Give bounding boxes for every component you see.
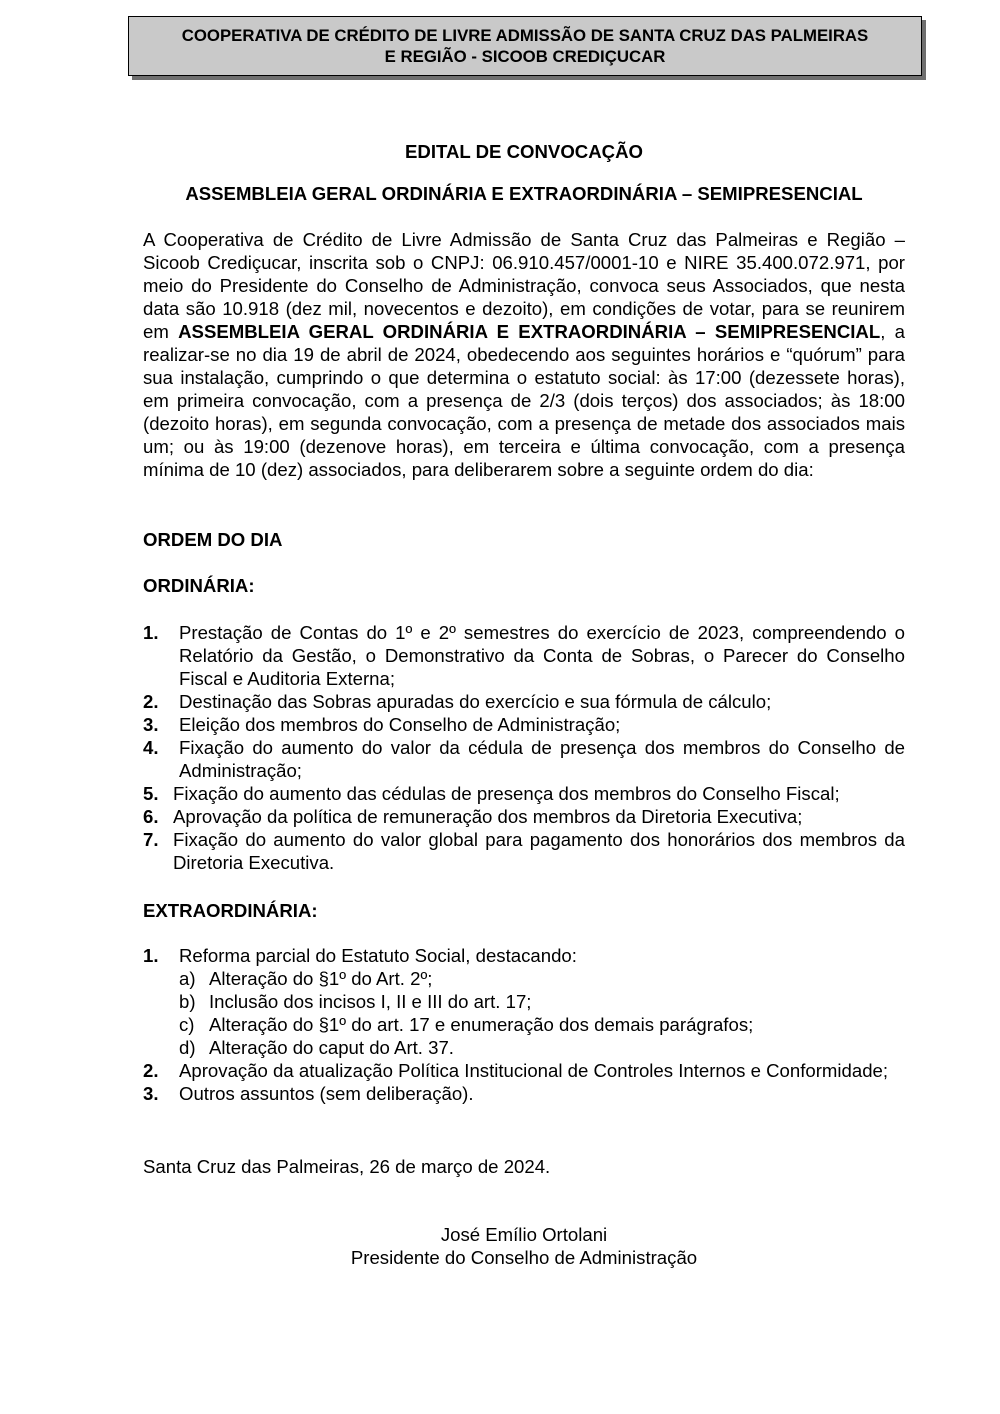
item-text: Fixação do aumento do valor global para pagamento dos honorários dos membros da Diretoria Executiva. <box>173 829 905 873</box>
sub-list-item <box>143 990 905 1013</box>
sub-list-item <box>143 1036 905 1059</box>
item-text: Outros assuntos (sem deliberação). <box>179 1083 474 1104</box>
item-text: Destinação das Sobras apuradas do exercício e sua fórmula de cálculo; <box>179 691 772 712</box>
list-item <box>143 713 905 736</box>
item-number: 6. <box>143 806 159 827</box>
ordem-heading: ORDEM DO DIA <box>143 529 283 550</box>
signatory-role: Presidente do Conselho de Administração <box>350 1247 698 1268</box>
item-text: Aprovação da atualização Política Institucional de Controles Internos e Conformidade; <box>179 1060 889 1081</box>
intro-paragraph <box>143 228 905 481</box>
sub-item-letter: b) <box>179 991 196 1012</box>
extraordinaria-heading: EXTRAORDINÁRIA: <box>143 900 318 921</box>
item-number: 2. <box>143 691 159 712</box>
sub-item-text: Alteração do §1º do Art. 2º; <box>209 968 433 989</box>
sub-item-text: Alteração do §1º do art. 17 e enumeração dos demais parágrafos; <box>209 1014 754 1035</box>
item-number: 3. <box>143 714 159 735</box>
list-item <box>143 1082 905 1105</box>
item-number: 1. <box>143 945 159 966</box>
list-item <box>143 782 905 805</box>
sub-item-letter: c) <box>179 1014 195 1035</box>
intro-part-1: A Cooperativa de Crédito de Livre Admissão de Santa Cruz das Palmeiras e Região – Sicoob Crediçucar, inscrita sob o CNPJ: 06.910.457/0001-10 e NIRE 35.400.072.971, por meio do Presidente do Conselho de Administração, convoca seus Associados, que nesta data são 10.918 (dez mil, novecentos e dezoito), em condições de votar, para se reunirem em <box>143 229 905 342</box>
item-text: Fixação do aumento do valor da cédula de presença dos membros do Conselho de Administração; <box>179 737 905 781</box>
item-number: 7. <box>143 829 159 850</box>
sub-item-letter: d) <box>179 1037 196 1058</box>
item-number: 4. <box>143 737 159 758</box>
header-line-2: E REGIÃO - SICOOB CREDIÇUCAR <box>384 47 666 66</box>
sub-list-item <box>143 967 905 990</box>
ordinaria-list <box>143 621 905 874</box>
item-number: 5. <box>143 783 159 804</box>
list-item <box>143 621 905 690</box>
item-number: 3. <box>143 1083 159 1104</box>
header-box <box>128 16 922 76</box>
list-item <box>143 736 905 782</box>
item-text: Reforma parcial do Estatuto Social, destacando: <box>179 945 577 966</box>
sub-list-item <box>143 1013 905 1036</box>
document-title: EDITAL DE CONVOCAÇÃO <box>405 141 643 162</box>
item-text: Fixação do aumento das cédulas de presença dos membros do Conselho Fiscal; <box>173 783 840 804</box>
list-item <box>143 1059 905 1082</box>
list-item <box>143 828 905 874</box>
item-text: Aprovação da política de remuneração dos membros da Diretoria Executiva; <box>173 806 803 827</box>
list-item <box>143 944 905 967</box>
sub-item-text: Alteração do caput do Art. 37. <box>209 1037 454 1058</box>
item-number: 1. <box>143 622 159 643</box>
list-item <box>143 805 905 828</box>
header-text <box>182 25 869 67</box>
place-date: Santa Cruz das Palmeiras, 26 de março de 2024. <box>143 1156 551 1177</box>
sub-item-letter: a) <box>179 968 196 989</box>
signatory-name: José Emílio Ortolani <box>440 1224 608 1245</box>
extraordinaria-list <box>143 944 905 1105</box>
item-number: 2. <box>143 1060 159 1081</box>
list-item <box>143 690 905 713</box>
item-text: Prestação de Contas do 1º e 2º semestres do exercício de 2023, compreendendo o Relatório da Gestão, o Demonstrativo da Conta de Sobras, o Parecer do Conselho Fiscal e Auditoria Externa; <box>179 622 905 689</box>
item-text: Eleição dos membros do Conselho de Administração; <box>179 714 621 735</box>
ordinaria-heading: ORDINÁRIA: <box>143 575 255 596</box>
document-subtitle: ASSEMBLEIA GERAL ORDINÁRIA E EXTRAORDINÁRIA – SEMIPRESENCIAL <box>185 183 863 204</box>
intro-part-2: , a realizar-se no dia 19 de abril de 2024, obedecendo aos seguintes horários e “quórum” para sua instalação, cumprindo o que determina o estatuto social: às 17:00 (dezessete horas), em primeira convocação, com a presença de 2/3 (dois terços) dos associados; às 18:00 (dezoito horas), em segunda convocação, com a presença de metade dos associados mais um; ou às 19:00 (dezenove horas), em terceira e última convocação, com a presença mínima de 10 (dez) associados, para deliberarem sobre a seguinte ordem do dia: <box>143 321 905 480</box>
header-line-1: COOPERATIVA DE CRÉDITO DE LIVRE ADMISSÃO DE SANTA CRUZ DAS PALMEIRAS <box>181 26 869 45</box>
sub-item-text: Inclusão dos incisos I, II e III do art. 17; <box>209 991 532 1012</box>
intro-bold: ASSEMBLEIA GERAL ORDINÁRIA E EXTRAORDINÁRIA – SEMIPRESENCIAL <box>178 321 881 342</box>
